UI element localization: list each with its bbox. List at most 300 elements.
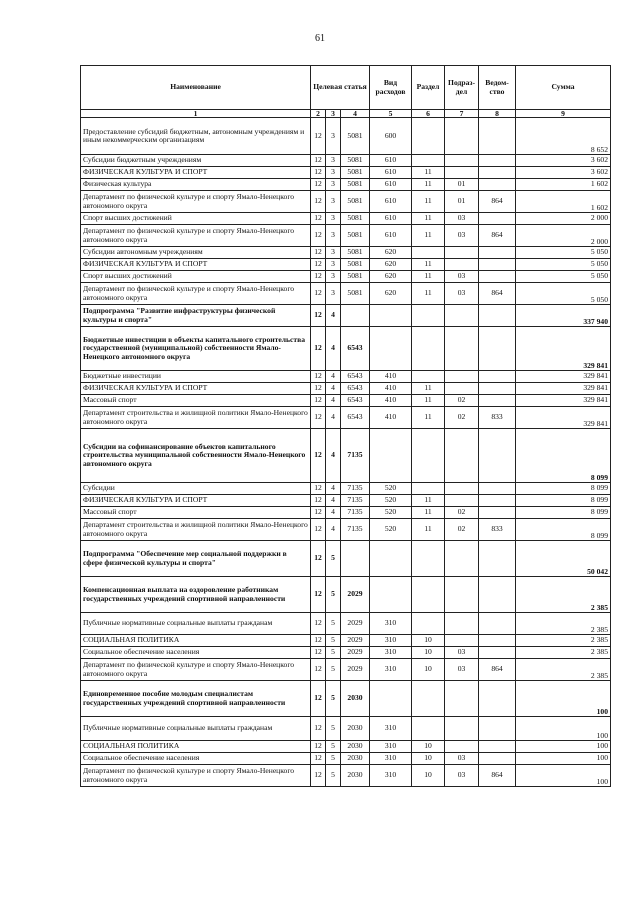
table-row — [81, 407, 611, 429]
target-code-item: 5081 — [341, 155, 370, 167]
section-cell: 11 — [412, 271, 445, 283]
target-code-item: 5081 — [341, 167, 370, 179]
subsection-cell: 03 — [445, 271, 479, 283]
table-row — [81, 495, 611, 507]
target-code-item: 6543 — [341, 371, 370, 383]
target-code-program: 12 — [311, 167, 326, 179]
row-name: ФИЗИЧЕСКАЯ КУЛЬТУРА И СПОРТ — [81, 383, 311, 395]
sum-cell: 1 602 — [516, 179, 611, 191]
target-code-subprogram: 5 — [326, 577, 341, 613]
column-number: 4 — [341, 110, 370, 118]
table-row — [81, 259, 611, 271]
table-row — [81, 271, 611, 283]
column-number: 5 — [370, 110, 412, 118]
department-cell — [479, 507, 516, 519]
target-code-subprogram: 4 — [326, 305, 341, 327]
department-cell: 864 — [479, 765, 516, 787]
section-cell: 11 — [412, 507, 445, 519]
budget-table — [80, 65, 611, 787]
subsection-cell — [445, 483, 479, 495]
department-cell — [479, 259, 516, 271]
target-code-subprogram: 3 — [326, 167, 341, 179]
column-number-row — [81, 110, 611, 118]
section-cell: 10 — [412, 659, 445, 681]
target-code-subprogram: 3 — [326, 247, 341, 259]
subsection-cell — [445, 167, 479, 179]
expense-type-cell: 410 — [370, 395, 412, 407]
expense-type-cell: 520 — [370, 495, 412, 507]
row-name: Массовый спорт — [81, 395, 311, 407]
target-code-subprogram: 5 — [326, 659, 341, 681]
section-cell: 11 — [412, 191, 445, 213]
target-code-program: 12 — [311, 259, 326, 271]
target-code-subprogram: 5 — [326, 613, 341, 635]
section-cell — [412, 371, 445, 383]
sum-cell: 5 050 — [516, 247, 611, 259]
subsection-cell — [445, 741, 479, 753]
table-row — [81, 283, 611, 305]
expense-type-cell: 410 — [370, 371, 412, 383]
row-name: Департамент по физической культуре и спорту Ямало-Ненецкого автономного округа — [81, 225, 311, 247]
target-code-subprogram: 3 — [326, 213, 341, 225]
row-name: Единовременное пособие молодым специалистам государственных учреждений спортивной направленности — [81, 681, 311, 717]
target-code-program: 12 — [311, 371, 326, 383]
expense-type-cell: 520 — [370, 519, 412, 541]
row-name: Департамент по физической культуре и спорту Ямало-Ненецкого автономного округа — [81, 283, 311, 305]
target-code-program: 12 — [311, 753, 326, 765]
subsection-cell: 02 — [445, 395, 479, 407]
table-row — [81, 247, 611, 259]
target-code-subprogram: 5 — [326, 753, 341, 765]
column-number: 8 — [479, 110, 516, 118]
sum-cell: 2 000 — [516, 225, 611, 247]
sum-cell: 329 841 — [516, 383, 611, 395]
column-number: 6 — [412, 110, 445, 118]
table-row — [81, 327, 611, 371]
target-code-item: 6543 — [341, 327, 370, 371]
table-row — [81, 225, 611, 247]
target-code-program: 12 — [311, 681, 326, 717]
sum-cell: 3 602 — [516, 155, 611, 167]
target-code-item: 7135 — [341, 429, 370, 483]
sum-cell: 329 841 — [516, 327, 611, 371]
target-code-item: 2030 — [341, 681, 370, 717]
header-subsection: Подраз- дел — [445, 66, 479, 110]
target-code-subprogram: 4 — [326, 483, 341, 495]
table-header-row — [81, 66, 611, 110]
table-row — [81, 717, 611, 741]
target-code-subprogram: 4 — [326, 327, 341, 371]
table-row — [81, 647, 611, 659]
target-code-program: 12 — [311, 613, 326, 635]
target-code-program: 12 — [311, 647, 326, 659]
subsection-cell: 01 — [445, 191, 479, 213]
department-cell — [479, 179, 516, 191]
table-row — [81, 213, 611, 225]
target-code-subprogram: 5 — [326, 541, 341, 577]
row-name: Подпрограмма "Развитие инфраструктуры физической культуры и спорта" — [81, 305, 311, 327]
section-cell: 10 — [412, 765, 445, 787]
table-row — [81, 371, 611, 383]
section-cell: 11 — [412, 213, 445, 225]
target-code-item: 5081 — [341, 225, 370, 247]
expense-type-cell: 620 — [370, 271, 412, 283]
section-cell: 10 — [412, 647, 445, 659]
row-name: ФИЗИЧЕСКАЯ КУЛЬТУРА И СПОРТ — [81, 259, 311, 271]
target-code-subprogram: 4 — [326, 429, 341, 483]
section-cell: 11 — [412, 383, 445, 395]
row-name: ФИЗИЧЕСКАЯ КУЛЬТУРА И СПОРТ — [81, 495, 311, 507]
sum-cell: 8 099 — [516, 495, 611, 507]
expense-type-cell — [370, 681, 412, 717]
target-code-subprogram: 3 — [326, 271, 341, 283]
target-code-program: 12 — [311, 519, 326, 541]
section-cell: 11 — [412, 179, 445, 191]
department-cell — [479, 577, 516, 613]
expense-type-cell: 310 — [370, 613, 412, 635]
department-cell — [479, 717, 516, 741]
expense-type-cell: 610 — [370, 179, 412, 191]
sum-cell: 8 099 — [516, 483, 611, 495]
expense-type-cell — [370, 305, 412, 327]
expense-type-cell: 620 — [370, 259, 412, 271]
department-cell — [479, 327, 516, 371]
target-code-program: 12 — [311, 635, 326, 647]
section-cell — [412, 577, 445, 613]
table-row — [81, 483, 611, 495]
target-code-program: 12 — [311, 765, 326, 787]
table-row — [81, 179, 611, 191]
section-cell: 11 — [412, 495, 445, 507]
subsection-cell — [445, 429, 479, 483]
department-cell — [479, 635, 516, 647]
target-code-subprogram: 4 — [326, 371, 341, 383]
sum-cell: 100 — [516, 765, 611, 787]
subsection-cell — [445, 717, 479, 741]
subsection-cell: 02 — [445, 519, 479, 541]
target-code-item: 2030 — [341, 741, 370, 753]
department-cell: 864 — [479, 191, 516, 213]
target-code-program: 12 — [311, 577, 326, 613]
target-code-item: 2029 — [341, 613, 370, 635]
target-code-program: 12 — [311, 305, 326, 327]
section-cell: 10 — [412, 635, 445, 647]
target-code-program: 12 — [311, 495, 326, 507]
department-cell — [479, 541, 516, 577]
section-cell — [412, 155, 445, 167]
target-code-subprogram: 5 — [326, 635, 341, 647]
target-code-program: 12 — [311, 155, 326, 167]
target-code-subprogram: 4 — [326, 395, 341, 407]
target-code-item: 5081 — [341, 179, 370, 191]
target-code-program: 12 — [311, 395, 326, 407]
row-name: Спорт высших достижений — [81, 213, 311, 225]
row-name: Публичные нормативные социальные выплаты гражданам — [81, 613, 311, 635]
subsection-cell: 02 — [445, 507, 479, 519]
table-row — [81, 613, 611, 635]
section-cell — [412, 327, 445, 371]
sum-cell: 8 099 — [516, 429, 611, 483]
expense-type-cell: 310 — [370, 717, 412, 741]
target-code-subprogram: 5 — [326, 765, 341, 787]
subsection-cell: 03 — [445, 753, 479, 765]
sum-cell: 2 000 — [516, 213, 611, 225]
subsection-cell: 02 — [445, 407, 479, 429]
department-cell — [479, 647, 516, 659]
subsection-cell — [445, 118, 479, 155]
target-code-program: 12 — [311, 283, 326, 305]
section-cell — [412, 305, 445, 327]
row-name: Департамент по физической культуре и спорту Ямало-Ненецкого автономного округа — [81, 191, 311, 213]
department-cell — [479, 753, 516, 765]
table-row — [81, 635, 611, 647]
target-code-subprogram: 3 — [326, 283, 341, 305]
table-row — [81, 577, 611, 613]
expense-type-cell: 310 — [370, 753, 412, 765]
section-cell: 11 — [412, 225, 445, 247]
target-code-item: 2030 — [341, 717, 370, 741]
target-code-item: 7135 — [341, 495, 370, 507]
target-code-subprogram: 3 — [326, 191, 341, 213]
target-code-program: 12 — [311, 271, 326, 283]
target-code-program: 12 — [311, 659, 326, 681]
row-name: Предоставление субсидий бюджетным, автономным учреждениям и иным некоммерческим организациям — [81, 118, 311, 155]
section-cell: 11 — [412, 259, 445, 271]
row-name: Подпрограмма "Обеспечение мер социальной поддержки в сфере физической культуры и спорта" — [81, 541, 311, 577]
department-cell — [479, 247, 516, 259]
sum-cell: 329 841 — [516, 407, 611, 429]
sum-cell: 8 652 — [516, 118, 611, 155]
column-number: 3 — [326, 110, 341, 118]
target-code-item — [341, 541, 370, 577]
subsection-cell — [445, 259, 479, 271]
department-cell: 833 — [479, 407, 516, 429]
expense-type-cell: 620 — [370, 247, 412, 259]
sum-cell: 5 050 — [516, 259, 611, 271]
target-code-item: 5081 — [341, 118, 370, 155]
target-code-subprogram: 4 — [326, 519, 341, 541]
sum-cell: 50 042 — [516, 541, 611, 577]
expense-type-cell: 410 — [370, 407, 412, 429]
target-code-item: 7135 — [341, 483, 370, 495]
section-cell — [412, 717, 445, 741]
target-code-item: 2030 — [341, 753, 370, 765]
sum-cell: 100 — [516, 741, 611, 753]
subsection-cell — [445, 541, 479, 577]
target-code-item: 7135 — [341, 507, 370, 519]
sum-cell: 2 385 — [516, 577, 611, 613]
table-row — [81, 155, 611, 167]
section-cell — [412, 429, 445, 483]
row-name: Компенсационная выплата на оздоровление работникам государственных учреждений спортивной направленности — [81, 577, 311, 613]
table-row — [81, 681, 611, 717]
target-code-program: 12 — [311, 191, 326, 213]
row-name: Субсидии бюджетным учреждениям — [81, 155, 311, 167]
department-cell — [479, 167, 516, 179]
section-cell: 11 — [412, 407, 445, 429]
table-row — [81, 395, 611, 407]
department-cell — [479, 305, 516, 327]
target-code-program: 12 — [311, 483, 326, 495]
row-name: Бюджетные инвестиции — [81, 371, 311, 383]
header-department: Ведом- ство — [479, 66, 516, 110]
expense-type-cell: 520 — [370, 507, 412, 519]
section-cell: 10 — [412, 741, 445, 753]
table-row — [81, 753, 611, 765]
sum-cell: 1 602 — [516, 191, 611, 213]
department-cell — [479, 118, 516, 155]
table-row — [81, 541, 611, 577]
target-code-program: 12 — [311, 247, 326, 259]
section-cell: 11 — [412, 395, 445, 407]
sum-cell: 5 050 — [516, 271, 611, 283]
sum-cell: 2 385 — [516, 647, 611, 659]
table-row — [81, 167, 611, 179]
department-cell: 833 — [479, 519, 516, 541]
sum-cell: 5 050 — [516, 283, 611, 305]
expense-type-cell: 610 — [370, 167, 412, 179]
expense-type-cell: 610 — [370, 225, 412, 247]
subsection-cell — [445, 635, 479, 647]
expense-type-cell: 620 — [370, 283, 412, 305]
row-name: Физическая культура — [81, 179, 311, 191]
target-code-program: 12 — [311, 717, 326, 741]
target-code-subprogram: 3 — [326, 118, 341, 155]
target-code-program: 12 — [311, 225, 326, 247]
expense-type-cell: 520 — [370, 483, 412, 495]
target-code-subprogram: 5 — [326, 647, 341, 659]
sum-cell: 100 — [516, 717, 611, 741]
row-name: Субсидии на софинансирование объектов капитального строительства муниципальной собственности Ямало-Ненецкого автономного округа — [81, 429, 311, 483]
expense-type-cell: 310 — [370, 659, 412, 681]
department-cell — [479, 383, 516, 395]
row-name: СОЦИАЛЬНАЯ ПОЛИТИКА — [81, 635, 311, 647]
target-code-subprogram: 5 — [326, 717, 341, 741]
target-code-program: 12 — [311, 541, 326, 577]
department-cell — [479, 213, 516, 225]
sum-cell: 2 385 — [516, 635, 611, 647]
row-name: Субсидии автономным учреждениям — [81, 247, 311, 259]
row-name: Департамент строительства и жилищной политики Ямало-Ненецкого автономного округа — [81, 519, 311, 541]
target-code-subprogram: 4 — [326, 495, 341, 507]
target-code-item: 6543 — [341, 395, 370, 407]
expense-type-cell: 600 — [370, 118, 412, 155]
target-code-item: 5081 — [341, 259, 370, 271]
page-number: 61 — [315, 33, 325, 44]
department-cell — [479, 495, 516, 507]
row-name: Социальное обеспечение населения — [81, 647, 311, 659]
expense-type-cell: 610 — [370, 213, 412, 225]
department-cell — [479, 371, 516, 383]
header-sum: Сумма — [516, 66, 611, 110]
target-code-item: 2029 — [341, 577, 370, 613]
subsection-cell: 03 — [445, 283, 479, 305]
target-code-item: 5081 — [341, 191, 370, 213]
row-name: Субсидии — [81, 483, 311, 495]
target-code-item: 5081 — [341, 283, 370, 305]
department-cell — [479, 741, 516, 753]
sum-cell: 2 385 — [516, 613, 611, 635]
row-name: Спорт высших достижений — [81, 271, 311, 283]
department-cell: 864 — [479, 283, 516, 305]
sum-cell: 329 841 — [516, 371, 611, 383]
target-code-item: 2029 — [341, 659, 370, 681]
column-number: 7 — [445, 110, 479, 118]
table-row — [81, 507, 611, 519]
target-code-subprogram: 5 — [326, 741, 341, 753]
section-cell — [412, 681, 445, 717]
section-cell — [412, 613, 445, 635]
subsection-cell: 03 — [445, 659, 479, 681]
target-code-subprogram: 4 — [326, 407, 341, 429]
target-code-program: 12 — [311, 507, 326, 519]
section-cell — [412, 247, 445, 259]
department-cell — [479, 613, 516, 635]
expense-type-cell: 310 — [370, 765, 412, 787]
section-cell — [412, 483, 445, 495]
target-code-item: 7135 — [341, 519, 370, 541]
column-number: 2 — [311, 110, 326, 118]
target-code-subprogram: 3 — [326, 259, 341, 271]
section-cell: 11 — [412, 519, 445, 541]
expense-type-cell: 610 — [370, 191, 412, 213]
target-code-item: 5081 — [341, 247, 370, 259]
table-body — [81, 118, 611, 787]
target-code-program: 12 — [311, 118, 326, 155]
header-target-article: Целевая статья — [311, 66, 370, 110]
table-row — [81, 519, 611, 541]
sum-cell: 8 099 — [516, 519, 611, 541]
sum-cell: 8 099 — [516, 507, 611, 519]
target-code-item: 5081 — [341, 213, 370, 225]
table-row — [81, 118, 611, 155]
target-code-program: 12 — [311, 429, 326, 483]
row-name: Публичные нормативные социальные выплаты гражданам — [81, 717, 311, 741]
expense-type-cell: 310 — [370, 635, 412, 647]
subsection-cell — [445, 155, 479, 167]
subsection-cell — [445, 613, 479, 635]
section-cell — [412, 118, 445, 155]
table-row — [81, 191, 611, 213]
subsection-cell — [445, 383, 479, 395]
target-code-program: 12 — [311, 383, 326, 395]
header-expense-type: Вид расходов — [370, 66, 412, 110]
table-row — [81, 383, 611, 395]
row-name: Департамент по физической культуре и спорту Ямало-Ненецкого автономного округа — [81, 765, 311, 787]
target-code-subprogram: 3 — [326, 225, 341, 247]
subsection-cell — [445, 305, 479, 327]
row-name: СОЦИАЛЬНАЯ ПОЛИТИКА — [81, 741, 311, 753]
department-cell — [479, 483, 516, 495]
header-name: Наименование — [81, 66, 311, 110]
target-code-subprogram: 4 — [326, 383, 341, 395]
target-code-subprogram: 3 — [326, 155, 341, 167]
sum-cell: 100 — [516, 753, 611, 765]
department-cell — [479, 271, 516, 283]
column-number: 9 — [516, 110, 611, 118]
expense-type-cell — [370, 541, 412, 577]
table-row — [81, 765, 611, 787]
header-section: Раздел — [412, 66, 445, 110]
sum-cell: 3 602 — [516, 167, 611, 179]
row-name: Департамент по физической культуре и спорту Ямало-Ненецкого автономного округа — [81, 659, 311, 681]
table-row — [81, 305, 611, 327]
section-cell: 11 — [412, 167, 445, 179]
sum-cell: 337 940 — [516, 305, 611, 327]
row-name: Департамент строительства и жилищной политики Ямало-Ненецкого автономного округа — [81, 407, 311, 429]
target-code-item: 2029 — [341, 647, 370, 659]
table-row — [81, 659, 611, 681]
